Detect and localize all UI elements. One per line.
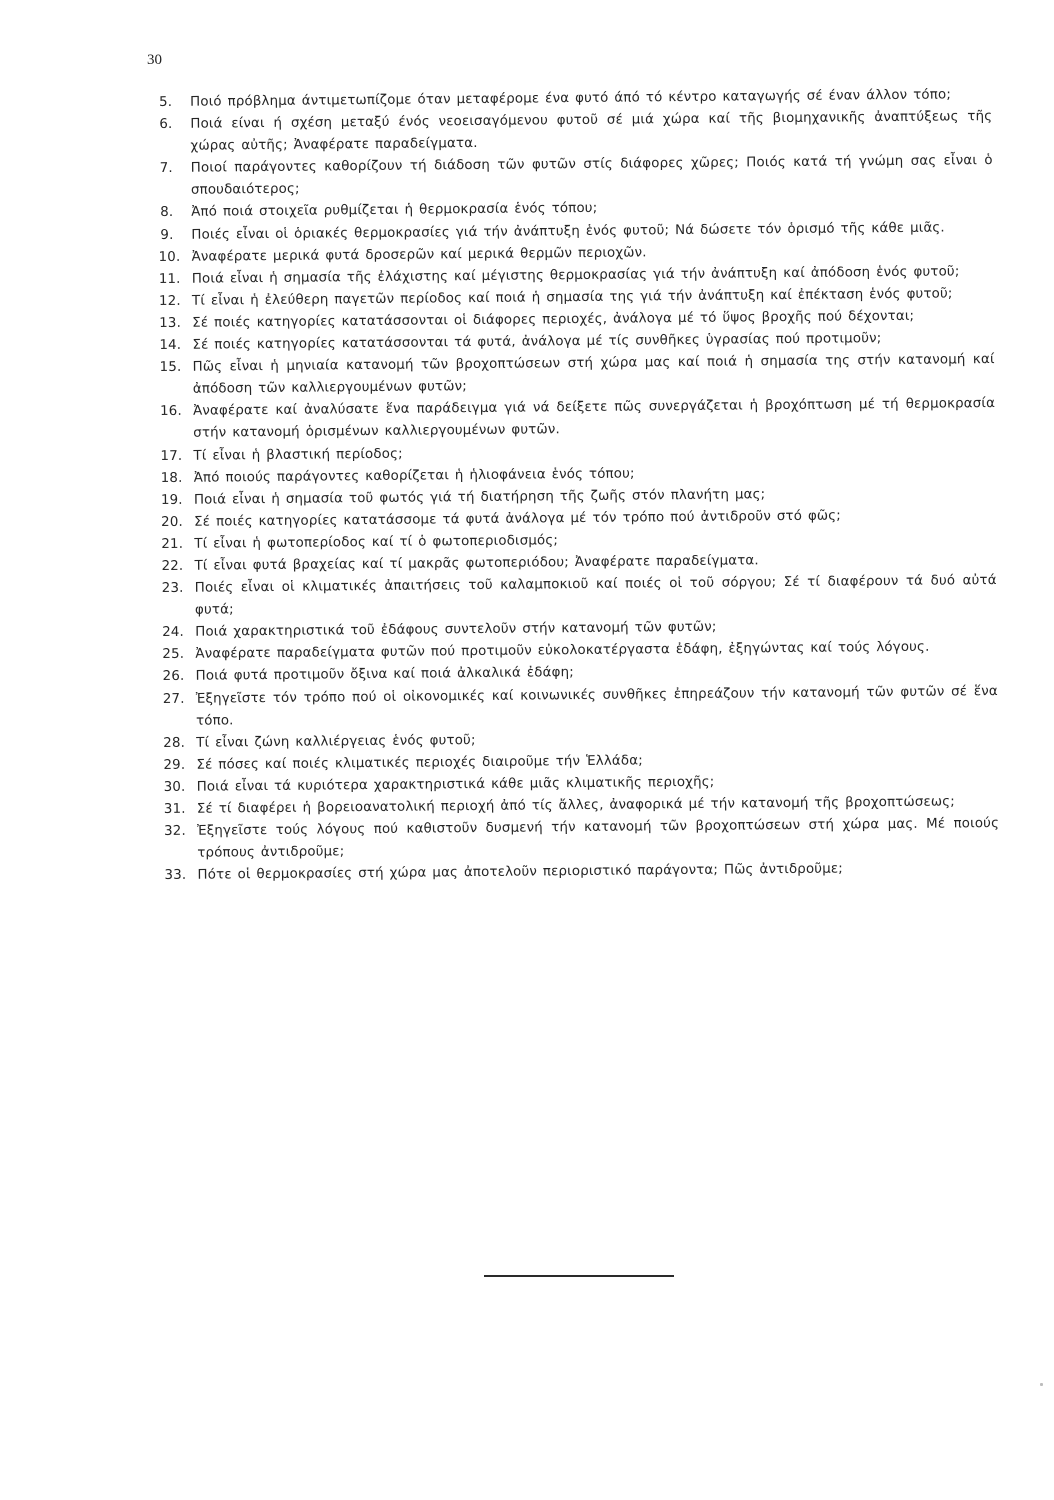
scan-speck	[1040, 1383, 1043, 1386]
question-text: Ἀναφέρατε μερικά φυτά δροσερῶν καί μερικά θερμῶν περιοχῶν.	[191, 245, 647, 265]
question-number: 21.	[161, 536, 184, 552]
question-text: Ποιές εἶναι οἱ ὁριακές θερμοκρασίες γιά τήν ἀνάπτυξη ἑνός φυτοῦ; Νά δώσετε τόν ὁρισμό τῆς κάθε μιᾶς.	[191, 220, 945, 243]
question-text: Σέ ποιές κατηγορίες κατατάσσομε τά φυτά ἀνάλογα μέ τόν τρόπο πού ἀντιδροῦν στό φῶς;	[194, 508, 842, 530]
question-text: Ποιό πρόβλημα άντιμετωπίζομε όταν μεταφέρομε ένα φυτό άπό τό κέντρο καταγωγής σέ έναν άλλον τόπο;	[190, 87, 952, 110]
question-number: 19.	[160, 492, 183, 508]
question-number: 27.	[162, 691, 185, 707]
question-text: Τί εἶναι ἡ βλαστική περίοδος;	[193, 446, 403, 464]
question-item	[164, 813, 1000, 865]
question-text: Ἀπό ποιούς παράγοντες καθορίζεται ἡ ἡλιοφάνεια ἑνός τόπου;	[193, 466, 635, 486]
page-number: 30	[147, 52, 162, 68]
end-divider	[484, 1275, 674, 1277]
question-text: Σέ τί διαφέρει ἡ βορειοανατολική περιοχή ἀπό τίς ἄλλες, ἀναφορικά μέ τήν κατανομή τῆς βροχοπτώσεως;	[196, 794, 955, 817]
question-number: 16.	[159, 404, 182, 420]
question-text: Ποιά είναι ή σχέση μεταξύ ένός νεοεισαγόμενου φυτοῦ σέ μιά χώρα καί τῆς βιομηχανικῆς ἀναπτύξεως τῆς χώρας αὐτῆς; Ἀναφέρατε παραδείγματα.	[190, 109, 993, 154]
question-number: 7.	[159, 161, 173, 177]
question-text: Ποιές εἶναι οἱ κλιματικές ἀπαιτήσεις τοῦ καλαμποκιοῦ καί ποιές οἱ τοῦ σόργου; Σέ τί διαφέρουν τά δυό αὐτά φυτά;	[194, 573, 997, 618]
question-item	[159, 150, 993, 202]
question-number: 24.	[162, 625, 185, 641]
question-text: Τί εἶναι ζώνη καλλιέργειας ἑνός φυτοῦ;	[196, 732, 476, 751]
question-number: 32.	[164, 823, 186, 840]
question-text: Τί εἶναι φυτά βραχείας καί τί μακρᾶς φωτοπεριόδου; Ἀναφέρατε παραδείγματα.	[194, 553, 759, 574]
question-number: 33.	[164, 868, 187, 884]
question-number: 11.	[158, 271, 181, 287]
question-text: Ἀναφέρατε καί ἀναλύσατε ἕνα παράδειγμα γιά νά δείξετε πῶς συνεργάζεται ἡ βροχόπτωση μέ τή θερμοκρασία στήν κατανομή ὁρισμένων καλλιεργουμένων φυτῶν.	[192, 396, 996, 442]
question-text: Ποιά χαρακτηριστικά τοῦ ἐδάφους συντελοῦν στήν κατανομή τῶν φυτῶν;	[195, 619, 717, 640]
question-number: 14.	[159, 337, 182, 354]
question-text: Ἐξηγεῖστε τόν τρόπο πού οἱ οἰκονομικές καί κοινωνικές συνθῆκες ἐπηρεάζουν τήν κατανομή τῶν φυτῶν σέ ἕνα τόπο.	[195, 683, 998, 729]
question-number: 25.	[162, 647, 185, 663]
question-item	[159, 393, 996, 445]
question-item	[159, 349, 995, 401]
question-number: 8.	[160, 205, 174, 221]
question-text: Πότε οἱ θερμοκρασίες στή χώρα μας ἀποτελοῦν περιοριστικό παράγοντα; Πῶς ἀντιδροῦμε;	[197, 861, 843, 883]
question-list	[158, 84, 1000, 887]
question-number: 28.	[163, 735, 186, 751]
question-number: 18.	[160, 470, 183, 486]
question-number: 22.	[161, 558, 184, 574]
question-number: 26.	[162, 669, 185, 685]
question-text: Ποιά εἶναι ἡ σημασία τῆς ἐλάχιστης καί μέγιστης θερμοκρασίας γιά τήν ἀνάπτυξη καί ἀπόδοση ἑνός φυτοῦ;	[191, 264, 960, 287]
question-text: Ποιά εἶναι τά κυριότερα χαρακτηριστικά κάθε μιᾶς κλιματικῆς περιοχῆς;	[196, 774, 715, 795]
question-text: Ποιά εἶναι ἡ σημασία τοῦ φωτός γιά τή διατήρηση τῆς ζωῆς στόν πλανήτη μας;	[193, 486, 766, 508]
question-number: 13.	[159, 315, 182, 331]
question-number: 23.	[161, 580, 184, 597]
question-number: 6.	[159, 116, 173, 133]
question-text: Σέ ποιές κατηγορίες κατατάσσονται τά φυτά, ἀνάλογα μέ τίς συνθῆκες ὑγρασίας πού προτιμοῦν;	[192, 331, 882, 353]
question-number: 17.	[160, 448, 183, 464]
question-number: 31.	[163, 801, 186, 818]
question-number: 29.	[163, 757, 186, 773]
question-number: 5.	[159, 94, 173, 111]
question-text: Τί εἶναι ἡ φωτοπερίοδος καί τί ὁ φωτοπεριοδισμός;	[194, 533, 559, 552]
question-text: Ποιά φυτά προτιμοῦν ὄξινα καί ποιά ἀλκαλικά ἐδάφη;	[195, 665, 574, 685]
question-number: 10.	[158, 249, 181, 265]
question-number: 9.	[160, 227, 174, 243]
question-text: Τί εἶναι ἡ ἐλεύθερη παγετῶν περίοδος καί ποιά ἡ σημασία της γιά τήν ἀνάπτυξη καί ἐπέκταση ἑνός φυτοῦ;	[191, 286, 953, 309]
question-number: 12.	[158, 293, 181, 309]
question-text: Σέ ποιές κατηγορίες κατατάσσονται οἱ διάφορες περιοχές, ἀνάλογα μέ τό ὕψος βροχῆς πού δέχονται;	[192, 308, 915, 331]
question-text: Ἀναφέρατε παραδείγματα φυτῶν πού προτιμοῦν εὐκολοκατέργαστα ἐδάφη, ἐξηγώντας καί τούς λόγους.	[195, 640, 930, 663]
question-number: 15.	[159, 359, 182, 376]
question-number: 20.	[161, 514, 183, 530]
question-text: Ποιοί παράγοντες καθορίζουν τή διάδοση τῶν φυτῶν στίς διάφορες χῶρες; Ποιός κατά τή γνώμη σας εἶναι ὁ σπουδαιότερος;	[190, 153, 993, 199]
question-item	[159, 106, 993, 158]
question-item	[162, 681, 998, 733]
question-text: Σέ πόσες καί ποιές κλιματικές περιοχές διαιροῦμε τήν Ἑλλάδα;	[196, 753, 643, 773]
question-number: 30.	[163, 779, 186, 795]
question-item	[161, 570, 997, 622]
question-text: Πῶς εἶναι ἡ μηνιαία κατανομή τῶν βροχοπτώσεων στή χώρα μας καί ποιά ἡ σημασία της στήν κατανομή καί ἀπόδοση τῶν καλλιεργουμένων φυτῶν;	[192, 352, 995, 397]
question-text: Ἐξηγεῖστε τούς λόγους πού καθιστοῦν δυσμενή τήν κατανομή τῶν βροχοπτώσεων στή χώρα μας. Μέ ποιούς τρόπους ἀντιδροῦμε;	[197, 816, 1000, 861]
question-text: Ἀπό ποιά στοιχεῖα ρυθμίζεται ἡ θερμοκρασία ἑνός τόπου;	[191, 201, 598, 221]
